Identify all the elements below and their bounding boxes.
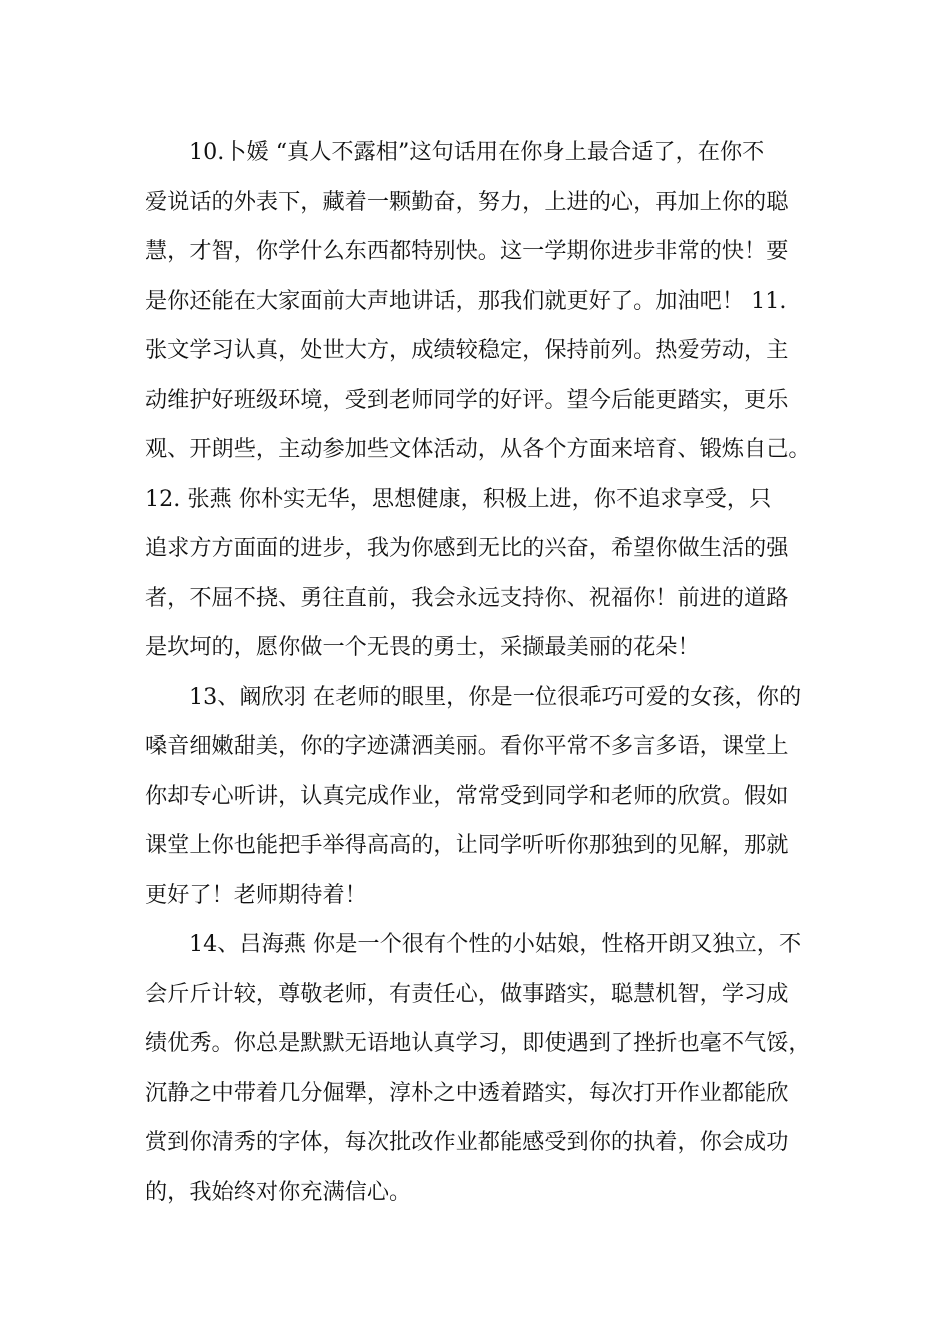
text-line: 12. 张燕 你朴实无华，思想健康，积极上进，你不追求享受，只 xyxy=(145,485,772,512)
text-line: 课堂上你也能把手举得高高的，让同学听听你那独到的见解，那就 xyxy=(145,832,789,858)
text-line: 14、吕海燕 你是一个很有个性的小姑娘，性格开朗又独立，不 xyxy=(189,931,802,957)
text-line: 是坎坷的，愿你做一个无畏的勇士，采撷最美丽的花朵！ xyxy=(145,634,700,660)
text-line: 13、阚欣羽 在老师的眼里，你是一位很乖巧可爱的女孩，你的 xyxy=(189,683,802,710)
text-line: 慧，才智，你学什么东西都特别快。这一学期你进步非常的快！要 xyxy=(145,238,789,264)
text-line: 者，不屈不挠、勇往直前，我会永远支持你、祝福你！前进的道路 xyxy=(145,584,789,611)
text-line: 爱说话的外表下，藏着一颗勤奋，努力，上进的心，再加上你的聪 xyxy=(145,188,789,215)
text-line: 你却专心听讲，认真完成作业，常常受到同学和老师的欣赏。假如 xyxy=(145,782,789,809)
text-line: 追求方方面面的进步，我为你感到无比的兴奋，希望你做生活的强 xyxy=(145,535,789,561)
text-line: 绩优秀。你总是默默无语地认真学习，即使遇到了挫折也毫不气馁， xyxy=(145,1030,811,1056)
text-line: 观、开朗些，主动参加些文体活动，从各个方面来培育、锻炼自己。 xyxy=(145,436,811,462)
text-line: 动维护好班级环境，受到老师同学的好评。望今后能更踏实，更乐 xyxy=(145,386,789,413)
document-body xyxy=(145,128,845,1217)
text-line: 赏到你清秀的字体，每次批改作业都能感受到你的执着，你会成功 xyxy=(145,1129,789,1155)
text-line: 10.卜媛 “真人不露相”这句话用在你身上最合适了，在你不 xyxy=(189,139,765,165)
text-line: 会斤斤计较，尊敬老师，有责任心，做事踏实，聪慧机智，学习成 xyxy=(145,980,789,1007)
text-line: 嗓音细嫩甜美，你的字迹潇洒美丽。看你平常不多言多语，课堂上 xyxy=(145,733,789,759)
text-line: 更好了！老师期待着！ xyxy=(145,881,367,908)
text-line: 张文学习认真，处世大方，成绩较稳定，保持前列。热爱劳动，主 xyxy=(145,337,789,363)
text-line: 的，我始终对你充满信心。 xyxy=(145,1178,412,1205)
text-line: 是你还能在大家面前大声地讲话，那我们就更好了。加油吧！ 11. xyxy=(145,287,787,314)
text-line: 沉静之中带着几分倔犟，淳朴之中透着踏实，每次打开作业都能欣 xyxy=(145,1079,789,1106)
